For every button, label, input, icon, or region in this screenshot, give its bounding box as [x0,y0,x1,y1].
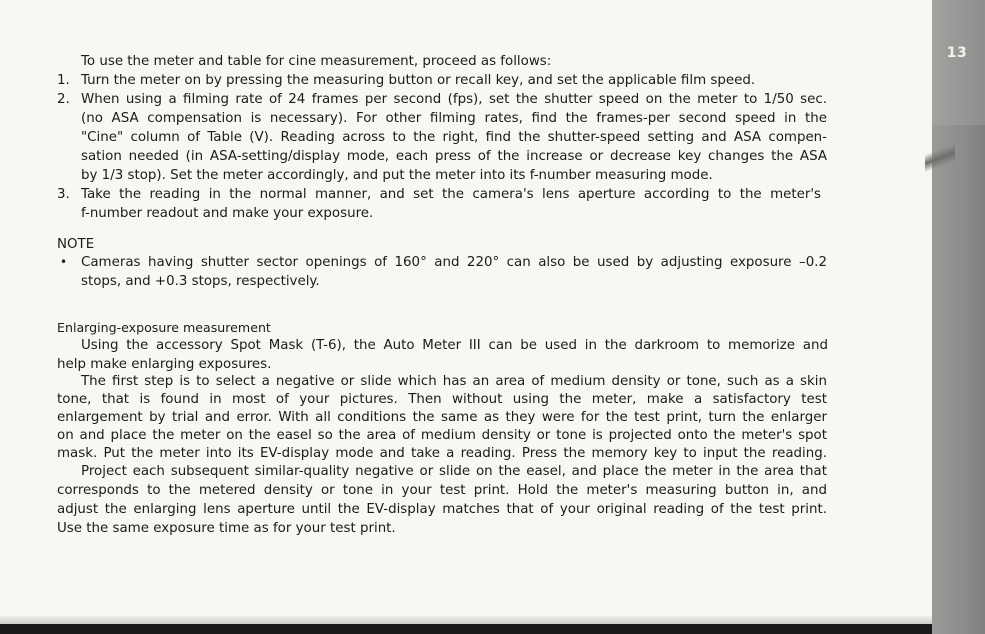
section-line: Use the same exposure time as for your test print. [57,521,396,536]
note-line: stops, and +0.3 stops, respectively. [81,274,320,289]
note-title: NOTE [57,237,95,252]
step-1-line: Turn the meter on by pressing the measuring button or recall key, and set the applicable film speed. [81,73,756,88]
note-line: Cameras having shutter sector openings of 160° and 220° can also be used by adjusting exposure –0.2 [81,255,827,270]
section-line: The first step is to select a negative or slide which has an area of medium density or tone, such as a skin [81,374,827,389]
section-line: on and place the meter on the easel so the area of medium density or tone is projected onto the meter's spot [57,428,827,443]
scan-bottom-border [0,624,932,634]
step-number: 1. [57,73,70,88]
step-3-line: f-number readout and make your exposure. [81,206,374,221]
page-number: 13 [946,45,968,61]
section-line: corresponds to the metered density or tone in your test print. Hold the meter's measuring button in, and [57,483,827,498]
section-line: help make enlarging exposures. [57,357,272,372]
bullet-icon: • [60,255,68,269]
step-2-line: by 1/3 stop). Set the meter accordingly, and put the meter into its f-number measuring mode. [81,168,713,183]
page-crease [925,130,955,180]
section-heading: Enlarging-exposure measurement [57,320,271,335]
step-2-line: (no ASA compensation is necessary). For other filming rates, find the frames-per second speed in the [81,111,827,126]
step-number: 2. [57,92,70,107]
step-3-line: Take the reading in the normal manner, and set the camera's lens aperture according to the meter's [81,187,821,202]
step-2-line: When using a filming rate of 24 frames per second (fps), set the shutter speed on the meter to 1/50 sec. [81,92,827,107]
section-line: mask. Put the meter into its EV-display mode and take a reading. Press the memory key to input the reading. [57,446,827,461]
intro-text: To use the meter and table for cine measurement, proceed as follows: [81,54,552,69]
section-line: adjust the enlarging lens aperture until the EV-display matches that of your original reading of the test print. [57,502,827,517]
section-line: enlargement by trial and error. With all conditions the same as they were for the test print, turn the enlarger [57,410,827,425]
step-number: 3. [57,187,70,202]
page-edge-tab [932,0,985,634]
step-2-line: "Cine" column of Table (V). Reading across to the right, find the shutter-speed setting and ASA compen- [81,130,827,145]
step-2-line: sation needed (in ASA-setting/display mode, each press of the increase or decrease key changes the ASA [81,149,827,164]
section-line: Using the accessory Spot Mask (T-6), the Auto Meter III can be used in the darkroom to memorize and [81,338,828,353]
section-line: Project each subsequent similar-quality negative or slide on the easel, and place the meter in the area that [81,464,827,479]
section-line: tone, that is found in most of your pictures. Then without using the meter, make a satisfactory test [57,392,827,407]
page-bottom-edge [0,616,932,624]
